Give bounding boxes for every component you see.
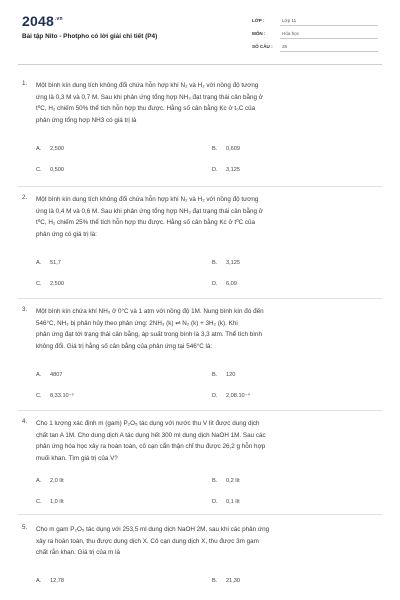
site-logo[interactable]: $2048^{.vn}$ <box>22 13 63 29</box>
question-line: phản ứng hóa học xảy ra hoàn toàn, cô cạn cẩn thận chỉ thu được 26,2 g hỗn hợp <box>36 443 266 451</box>
meta-value: Lớp 11 <box>282 18 297 23</box>
option-b[interactable]: B. 0,609 <box>212 146 240 152</box>
question-line: chất rắn khan. Giá trị của m là <box>36 549 120 557</box>
meta-key: SỐ CÂU : <box>252 44 273 49</box>
question-text <box>36 306 380 352</box>
question-line: ứng là 0,4 M và 0,6 M. Sau khi phản ứng tổng hợp NH₃ đạt trạng thái cân bằng ở <box>36 207 263 215</box>
question-line: t⁰C, H₂ chiếm 50% thể tích hỗn hợp thu được. Hằng số cân bằng Kc ở t₀C của <box>36 105 256 113</box>
question-line: Một bình kín chứa khí NH₃ ở 0°C và 1 atm với nồng độ 1M. Nung bình kín đó đến <box>36 308 264 315</box>
option-b[interactable]: B. 3,125 <box>212 260 240 266</box>
option-d[interactable]: D. 2,08.10⁻⁴ <box>212 393 251 399</box>
question-line: t⁰C, H₂ chiếm 25% thể tích hỗn hợp thu được. Hằng số cân bằng Kc ở t⁰C của <box>36 219 256 227</box>
question-text <box>36 194 380 240</box>
meta-value: 25 <box>282 44 288 49</box>
question-line: ứng là 0,3 M và 0,7 M. Sau khi phản ứng tổng hợp NH₃ đạt trạng thái cân bằng ở <box>36 93 263 101</box>
option-c[interactable]: C. 1,0 lít <box>36 499 64 505</box>
option-b[interactable]: B. 0,2 lít <box>212 478 240 484</box>
question-line: chất tan A 1M. Cho dung dịch A tác dụng hết 300 ml dung dịch NaOH 1M. Sau các <box>36 431 266 439</box>
question-number: 3. <box>22 306 28 313</box>
question-divider <box>18 186 382 187</box>
question-line: phản ứng tổng hợp NH3 có giá trị là <box>36 116 137 124</box>
question-text <box>36 80 380 126</box>
question-divider <box>18 298 382 299</box>
question-line: Một bình kín dung tích không đổi chứa hỗn hợp khí N₂ và H₂ với nồng độ tương <box>36 82 259 89</box>
document-title: Bài tập Nito - Photpho có lời giải chi tiết (P4) <box>22 33 158 40</box>
option-d[interactable]: D. 0,1 lít <box>212 499 240 505</box>
page-header <box>0 0 400 62</box>
question-number: 2. <box>22 194 28 201</box>
question-line: phản ứng có giá trị là: <box>36 230 97 238</box>
question-line: Cho 1 lượng xác định m (gam) P₂O₅ tác dụng với nước thu V lít được dung dịch <box>36 420 260 427</box>
option-d[interactable]: D. 3,125 <box>212 167 240 173</box>
question-line: phản ứng đạt tới trạng thái cân bằng, áp suất trong bình là 3,3 atm. Thể tích bình <box>36 331 262 339</box>
question-line: không đổi. Giá trị hằng số cân bằng của phản ứng tại 546°C là: <box>36 342 213 350</box>
question-line: xảy ra hoàn toàn, thu được dung dịch X. Cô cạn dung dịch X, thu được 3m gam <box>36 537 259 545</box>
option-c[interactable]: C. 0,500 <box>36 167 64 173</box>
meta-key: LỚP : <box>252 18 265 23</box>
option-c[interactable]: C. 2,500 <box>36 281 64 287</box>
option-a[interactable]: A. 51,7 <box>36 260 61 266</box>
option-c[interactable]: C. 8,33.10⁻³ <box>36 393 74 399</box>
option-a[interactable]: A. 4807 <box>36 372 63 378</box>
question-line: 546°C, NH₃ bị phân hủy theo phản ứng: 2NH₃ (k) ⇌ N₂ (k) + 3H₂ (k). Khi <box>36 319 238 327</box>
option-b[interactable]: B. 120 <box>212 372 236 378</box>
question-divider <box>18 410 382 411</box>
option-d[interactable]: D. 6,09 <box>212 281 237 287</box>
question-text <box>36 524 380 559</box>
question-divider <box>18 514 382 515</box>
question-number: 1. <box>22 80 28 87</box>
option-b[interactable]: B. 21,30 <box>212 578 240 584</box>
question-text <box>36 418 380 464</box>
option-a[interactable]: A. 2,500 <box>36 146 64 152</box>
option-a[interactable]: A. 12,78 <box>36 578 64 584</box>
header-divider <box>18 64 382 65</box>
option-a[interactable]: A. 2,0 lít <box>36 478 64 484</box>
question-line: Cho m gam P₂O₅ tác dụng với 253,5 ml dung dịch NaOH 2M, sau khi các phản ứng <box>36 526 270 533</box>
question-line: muối khan. Tìm giá trị của V? <box>36 454 118 462</box>
question-line: Một bình kín dung tích không đổi chứa hỗn hợp khí N₂ và H₂ với nồng độ tương <box>36 196 259 203</box>
meta-value: Hóa học <box>282 31 300 36</box>
question-number: 4. <box>22 418 28 425</box>
meta-key: MÔN : <box>252 31 266 36</box>
question-number: 5. <box>22 524 28 531</box>
